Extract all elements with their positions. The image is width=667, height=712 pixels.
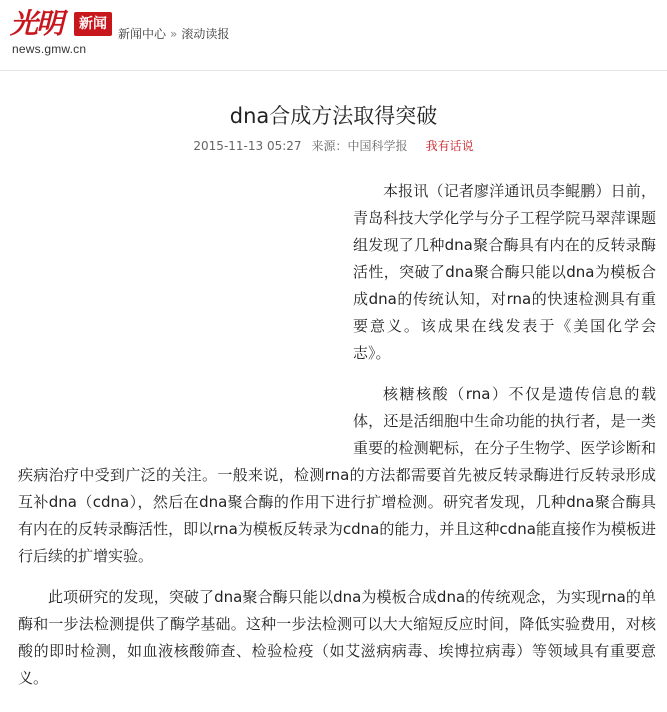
article-source: 来源：中国科学报 — [311, 139, 408, 153]
page-header — [0, 0, 667, 71]
article-meta — [0, 137, 667, 154]
gmw-logo[interactable] — [10, 8, 115, 58]
logo-domain: news.gmw.cn — [12, 42, 87, 56]
comment-link[interactable]: 我有话说 — [425, 139, 474, 153]
logo-news-box: 新闻 — [74, 12, 112, 36]
article-media-placeholder — [18, 178, 353, 443]
article-date: 2015-11-13 05:27 — [193, 139, 302, 153]
article-body — [18, 178, 656, 706]
article-title: dna合成方法取得突破 — [229, 104, 438, 129]
breadcrumb — [118, 25, 229, 42]
article-paragraph: 本报讯（记者廖洋通讯员李鲲鹏）日前，青岛科技大学化学与分子工程学院马翠萍课题组发现了几种dna聚合酶具有内在的反转录酶活性，突破了dna聚合酶只能以dna为模板合成dna的传统认知，对rna的快速检测具有重要意义。该成果在线发表于《美国化学会志》。 — [353, 182, 656, 362]
article-paragraph: 核糖核酸（rna）不仅是遗传信息的载体，还是活细胞中生命功能的执行者，是一类重要的检测靶标，在分子生物学、医学诊断和疾病治疗中受到广泛的关注。一般来说，检测rna的方法都需要首先被反转录酶进行反转录形成互补dna（cdna），然后在dna聚合酶的作用下进行扩增检测。研究者发现，几种dna聚合酶具有内在的反转录酶活性，即以rna为模板反转录为cdna的能力，并且这种cdna能直接作为模板进行后续的扩增实验。 — [18, 385, 656, 565]
breadcrumb-separator: » — [170, 27, 178, 41]
breadcrumb-news-center[interactable]: 新闻中心 — [118, 27, 167, 41]
article-paragraph: 此项研究的发现，突破了dna聚合酶只能以dna为模板合成dna的传统观念，为实现rna的单酶和一步法检测提供了酶学基础。这种一步法检测可以大大缩短反应时间，降低实验费用，对核酸的即时检测，如血液核酸筛查、检验检疫（如艾滋病病毒、埃博拉病毒）等领域具有重要意义。 — [18, 588, 656, 687]
breadcrumb-rolling-news[interactable]: 滚动读报 — [181, 27, 230, 41]
logo-script: 光明 — [10, 7, 63, 40]
